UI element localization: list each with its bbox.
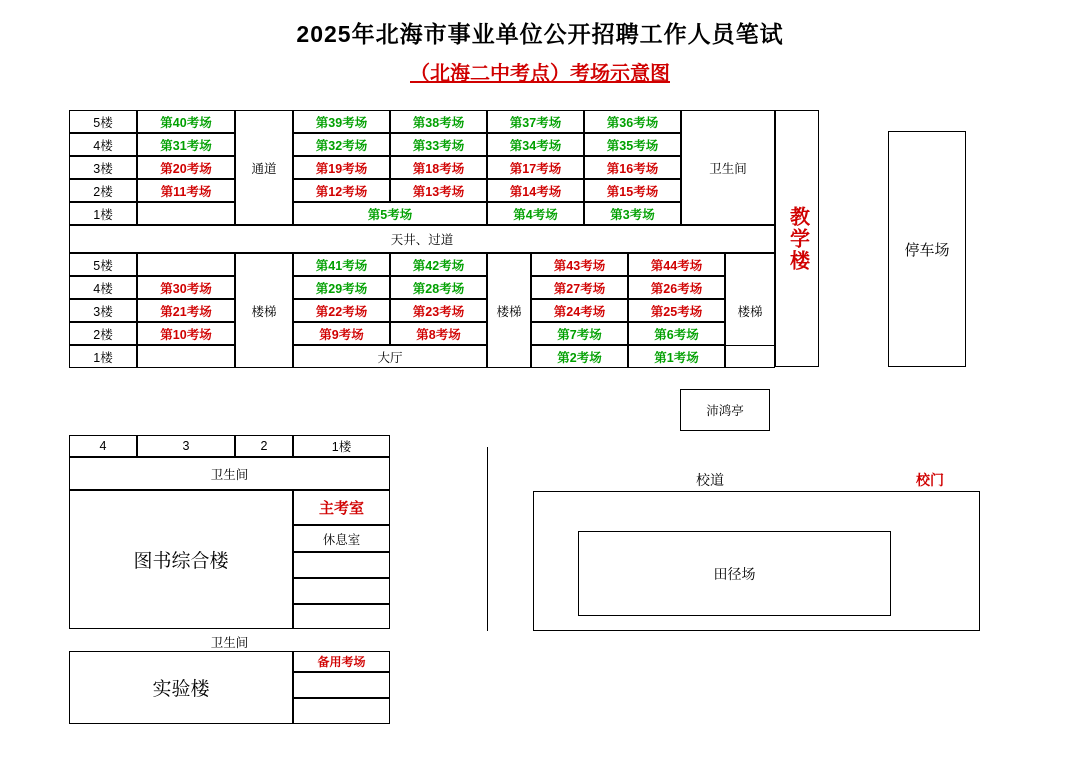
exam-room-cell: 第28考场 [390, 276, 487, 299]
exam-room-cell: 第15考场 [584, 179, 681, 202]
exam-room-cell: 第36考场 [584, 110, 681, 133]
exam-room-cell: 第41考场 [293, 253, 390, 276]
lower-block-filler [725, 345, 775, 368]
title-line-2: （北海二中考点）考场示意图 [410, 63, 670, 85]
exam-room-cell: 第1考场 [628, 345, 725, 368]
exam-room-cell: 第32考场 [293, 133, 390, 156]
spare-exam-room: 备用考场 [293, 651, 390, 672]
passage-cell: 通道 [235, 110, 293, 225]
floor-label: 4楼 [69, 276, 137, 299]
hall-cell: 大厅 [293, 345, 487, 368]
floor-label: 1楼 [69, 345, 137, 368]
floor-label: 3楼 [69, 299, 137, 322]
exam-room-cell: 第25考场 [628, 299, 725, 322]
exam-room-cell: 第3考场 [584, 202, 681, 225]
exam-room-cell: 第42考场 [390, 253, 487, 276]
library-col-header: 1楼 [293, 435, 390, 457]
lab-building-name: 实验楼 [69, 651, 293, 724]
floor-label: 2楼 [69, 322, 137, 345]
exam-room-cell: 第19考场 [293, 156, 390, 179]
exam-room-cell: 第10考场 [137, 322, 235, 345]
toilet-upper: 卫生间 [681, 110, 775, 225]
floor-label: 1楼 [69, 202, 137, 225]
exam-room-cell: 第4考场 [487, 202, 584, 225]
exam-room-cell: 第31考场 [137, 133, 235, 156]
library-toilet-bottom: 卫生间 [210, 636, 249, 650]
exam-room-cell: 第38考场 [390, 110, 487, 133]
exam-room-cell: 第21考场 [137, 299, 235, 322]
exam-room-cell: 第5考场 [293, 202, 487, 225]
exam-room-cell: 第33考场 [390, 133, 487, 156]
exam-room-cell: 第20考场 [137, 156, 235, 179]
library-building-name: 图书综合楼 [69, 490, 293, 629]
exam-room-cell: 第14考场 [487, 179, 584, 202]
exam-room-cell-empty [137, 345, 235, 368]
floor-label: 5楼 [69, 110, 137, 133]
exam-room-cell: 第40考场 [137, 110, 235, 133]
library-blank-row [293, 604, 390, 629]
exam-room-cell: 第35考场 [584, 133, 681, 156]
stairs-left: 楼梯 [235, 253, 293, 368]
exam-room-cell: 第26考场 [628, 276, 725, 299]
exam-room-cell: 第30考场 [137, 276, 235, 299]
library-blank-row [293, 578, 390, 604]
exam-room-cell: 第7考场 [531, 322, 628, 345]
floor-label: 3楼 [69, 156, 137, 179]
parking-lot: 停车场 [888, 131, 966, 367]
exam-room-cell: 第39考场 [293, 110, 390, 133]
library-col-header: 4 [69, 435, 137, 457]
library-col-header: 2 [235, 435, 293, 457]
exam-room-cell: 第27考场 [531, 276, 628, 299]
stairs-right: 楼梯 [725, 253, 775, 368]
exam-room-cell: 第22考场 [293, 299, 390, 322]
pavilion: 沛鸿亭 [680, 389, 770, 431]
page-title [0, 0, 1080, 86]
exam-room-cell: 第37考场 [487, 110, 584, 133]
athletic-field: 田径场 [578, 531, 891, 616]
library-blank-row [293, 552, 390, 578]
exam-room-cell: 第13考场 [390, 179, 487, 202]
campus-divider [487, 447, 488, 631]
exam-room-cell: 第29考场 [293, 276, 390, 299]
main-exam-room: 主考室 [293, 490, 390, 525]
library-toilet-top: 卫生间 [69, 457, 390, 490]
campus-road-label: 校道 [696, 472, 724, 488]
floor-label: 2楼 [69, 179, 137, 202]
exam-room-cell: 第8考场 [390, 322, 487, 345]
exam-room-cell: 第24考场 [531, 299, 628, 322]
title-line-1: 2025年北海市事业单位公开招聘工作人员笔试 [296, 21, 784, 47]
courtyard-strip: 天井、过道 [69, 225, 775, 253]
exam-room-cell: 第23考场 [390, 299, 487, 322]
lab-blank-row [293, 698, 390, 724]
exam-room-cell-empty [137, 253, 235, 276]
floor-label: 5楼 [69, 253, 137, 276]
rest-room: 休息室 [293, 525, 390, 552]
exam-room-cell: 第2考场 [531, 345, 628, 368]
library-col-header: 3 [137, 435, 235, 457]
exam-room-cell: 第17考场 [487, 156, 584, 179]
lab-blank-row [293, 672, 390, 698]
exam-room-cell: 第12考场 [293, 179, 390, 202]
stairs-middle: 楼梯 [487, 253, 531, 368]
campus-gate-label: 校门 [916, 472, 944, 488]
exam-room-cell: 第6考场 [628, 322, 725, 345]
exam-room-cell: 第34考场 [487, 133, 584, 156]
exam-room-cell: 第44考场 [628, 253, 725, 276]
exam-room-cell: 第43考场 [531, 253, 628, 276]
teaching-building-label-text: 教学楼 [786, 205, 809, 272]
teaching-building-label [775, 110, 819, 367]
exam-room-cell: 第11考场 [137, 179, 235, 202]
exam-room-cell: 第16考场 [584, 156, 681, 179]
exam-room-cell: 第9考场 [293, 322, 390, 345]
exam-room-cell: 第18考场 [390, 156, 487, 179]
floor-label: 4楼 [69, 133, 137, 156]
exam-room-cell-empty [137, 202, 235, 225]
